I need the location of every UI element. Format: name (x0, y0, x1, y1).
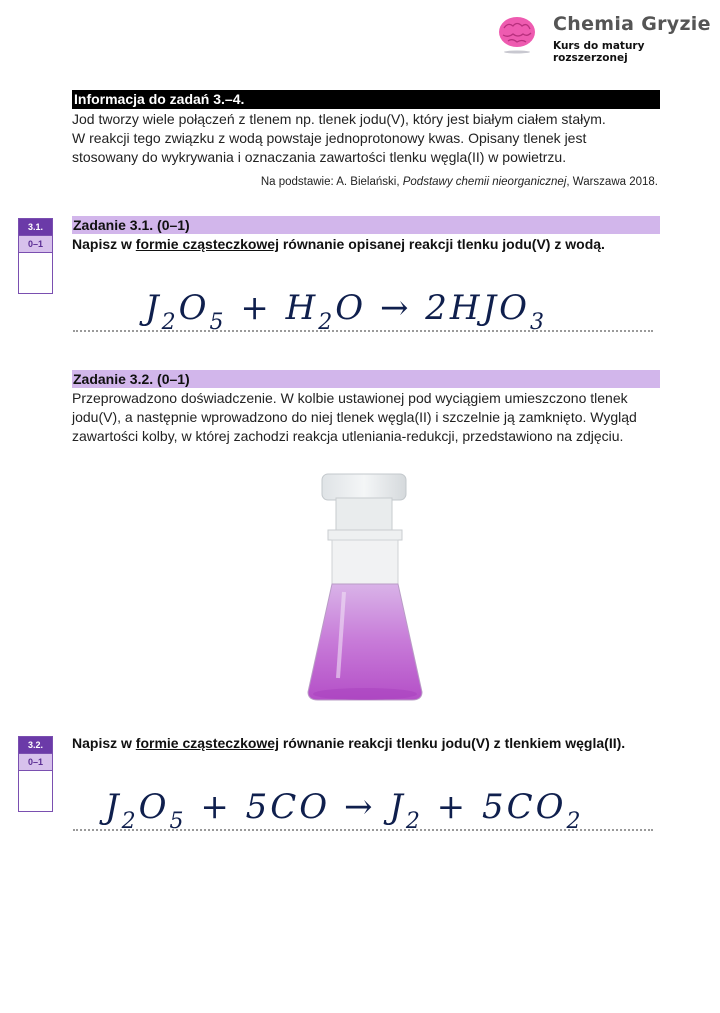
description-line: zawartości kolby, w której zachodzi reakcja utleniania-redukcji, przedstawiono na zdjęciu. (72, 428, 624, 444)
brain-icon (498, 14, 536, 54)
underlined-phrase: formie cząsteczkowej (135, 735, 279, 751)
task-3-2-description (72, 389, 672, 446)
info-line: W reakcji tego związku z wodą powstaje jednoprotonowy kwas. Opisany tlenek jest (72, 130, 587, 146)
description-line: jodu(V), a następnie wprowadzono do niej tlenek węgla(II) i szczelnie ją zamknięto. Wygląd (72, 409, 637, 425)
source-citation: Na podstawie: A. Bielański, Podstawy chemii nieorganicznej, Warszawa 2018. (260, 176, 658, 188)
score-box-points: 0–1 (19, 235, 52, 253)
score-box-3-2 (18, 736, 53, 812)
score-box-number: 3.2. (19, 737, 52, 753)
task-3-1-question: Napisz w formie cząsteczkowej równanie opisanej reakcji tlenku jodu(V) z wodą. (72, 236, 605, 252)
score-box-points: 0–1 (19, 753, 52, 771)
info-line: Jod tworzy wiele połączeń z tlenem np. tlenek jodu(V), który jest białym ciałem stałym. (72, 111, 606, 127)
description-line: Przeprowadzono doświadczenie. W kolbie ustawionej pod wyciągiem umieszczono tlenek (72, 390, 628, 406)
answer-line-3-2 (73, 829, 653, 831)
brand-title: Chemia Gryzie (553, 13, 711, 35)
brand-subtitle: Kurs do matury rozszerzonej (553, 40, 645, 64)
answer-3-2-handwritten[interactable]: $J_2O_5 + 5CO \to J_2 + 5CO_2$ (105, 787, 584, 834)
task-3-2-header: Zadanie 3.2. (0–1) (72, 370, 660, 388)
info-text (72, 110, 672, 167)
info-line: stosowany do wykrywania i oznaczania zawartości tlenku węgla(II) w powietrzu. (72, 149, 567, 165)
score-box-field[interactable] (19, 253, 52, 293)
info-header: Informacja do zadań 3.–4. (72, 90, 660, 109)
flask-image (298, 468, 432, 708)
score-box-number: 3.1. (19, 219, 52, 235)
answer-line-3-1 (73, 330, 653, 332)
underlined-phrase: formie cząsteczkowej (135, 236, 279, 252)
task-3-2-question: Napisz w formie cząsteczkowej równanie reakcji tlenku jodu(V) z tlenkiem węgla(II). (72, 735, 626, 751)
score-box-3-1 (18, 218, 53, 294)
source-title: Podstawy chemii nieorganicznej (402, 176, 567, 188)
brand-header (496, 10, 720, 64)
answer-3-1-handwritten[interactable]: $J_2O_5 + H_2O \to 2HJO_3$ (145, 288, 548, 335)
task-3-1-header: Zadanie 3.1. (0–1) (72, 216, 660, 234)
score-box-field[interactable] (19, 771, 52, 811)
